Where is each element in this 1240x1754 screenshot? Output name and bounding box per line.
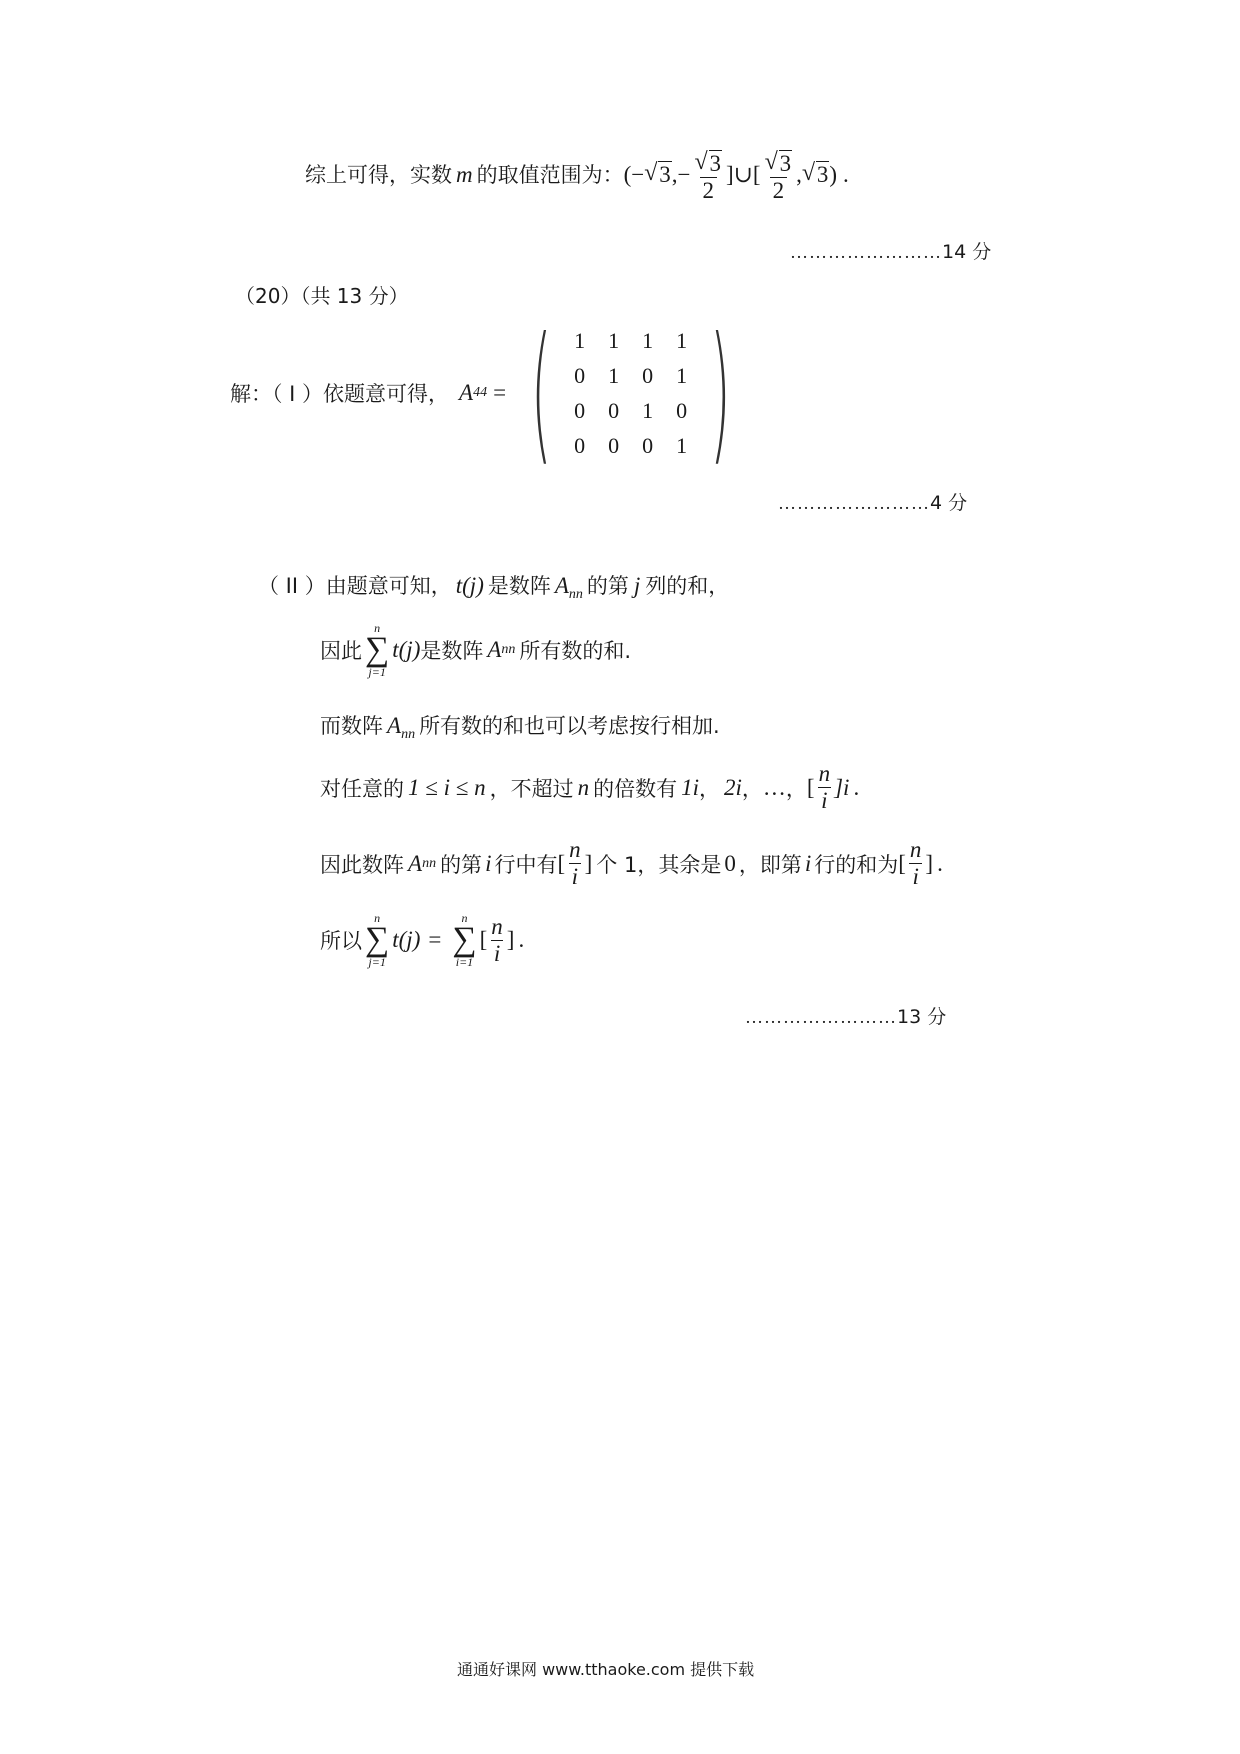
var-j: j — [633, 573, 641, 598]
text: 是数阵 — [487, 574, 551, 598]
points: 14 分 — [942, 241, 992, 263]
question-20-heading: （20）（共 13 分） — [235, 284, 409, 308]
sqrt-3: √ 3 — [644, 162, 672, 188]
math: ,− — [671, 162, 691, 188]
bracket: [ — [479, 927, 488, 953]
fraction-n-over-i: $\frac{n}{i}$ — [569, 837, 581, 890]
part-1-line — [230, 306, 749, 480]
bracket-close: ]i — [834, 774, 850, 800]
score-13 — [745, 1002, 946, 1029]
part-2-line-2 — [320, 622, 631, 678]
term-2i: 2i — [724, 774, 742, 800]
var-a: A — [487, 637, 502, 663]
text: 对任意的 — [320, 776, 404, 801]
score-14 — [790, 237, 991, 264]
points: 4 分 — [930, 492, 968, 514]
math: , — [796, 162, 802, 188]
text: 的第 — [440, 852, 483, 877]
math-open: (− — [623, 162, 645, 188]
matrix-name: A — [459, 380, 474, 405]
sum-j: n ∑ j=1 — [365, 621, 390, 680]
bracket-close: ] — [506, 927, 515, 953]
text: 因此数阵 — [320, 852, 404, 877]
math-close: ) — [829, 162, 838, 188]
text: 个 1，其余是 — [596, 852, 722, 877]
text: ，即第 — [738, 852, 802, 877]
text: 因此 — [320, 639, 362, 664]
sub-nn: nn — [422, 855, 437, 871]
sub-nn: nn — [401, 727, 416, 742]
text: 综上可得，实数 — [305, 163, 452, 188]
sum-i: n ∑ i=1 — [452, 911, 477, 970]
var-n: n — [577, 774, 590, 800]
left-paren-icon: ( — [531, 306, 552, 480]
math-union: ]∪[ — [726, 162, 761, 188]
text: 解：（ I ）依题意可得， — [230, 382, 450, 406]
sep: ， — [741, 776, 763, 801]
equals: = — [428, 927, 442, 953]
bracket: [ — [898, 850, 906, 876]
text: ，不超过 — [489, 776, 574, 801]
bracket-close: ] — [584, 850, 593, 876]
period: . — [937, 850, 943, 876]
dots: …………………… — [790, 242, 942, 262]
footer-text: 通通好课网 www.tthaoke.com 提供下载 — [457, 1660, 755, 1679]
var-a: A — [554, 573, 569, 598]
t-j: t(j) — [455, 573, 484, 598]
points: 13 分 — [897, 1006, 947, 1028]
t-j: t(j) — [392, 927, 421, 953]
text: 行的和为 — [814, 852, 899, 877]
equals: = — [493, 380, 507, 405]
dots: …………………… — [745, 1007, 897, 1027]
sep: ， — [785, 776, 807, 801]
var-i: i — [804, 850, 812, 876]
matrix-a44 — [512, 306, 749, 480]
score-4 — [778, 488, 967, 515]
text: （ II ）由题意可知， — [258, 574, 452, 598]
text: 是数阵 — [420, 639, 484, 664]
ellipsis: … — [762, 774, 786, 800]
text: 行中有 — [494, 852, 558, 877]
right-paren-icon: ) — [709, 306, 731, 480]
var-i: i — [485, 850, 492, 876]
period: . — [853, 774, 860, 800]
text: 所有数的和也可以考虑按行相加. — [419, 714, 720, 738]
bracket: [ — [557, 850, 566, 876]
text: 的第 — [586, 574, 629, 598]
bracket-close: ] — [925, 850, 934, 876]
fraction-sqrt3-over-2b: √ $\frac{3}{2}$ — [762, 152, 796, 203]
sep: ， — [699, 776, 721, 801]
condition: 1 ≤ i ≤ n — [408, 774, 486, 800]
matrix-sub: 44 — [473, 385, 488, 400]
fraction-n-over-i: $\frac{n}{i}$ — [491, 913, 503, 966]
range-conclusion-line — [305, 152, 849, 203]
sub-nn: nn — [501, 642, 516, 658]
text: 列的和， — [645, 574, 730, 598]
t-j: t(j) — [392, 637, 421, 663]
sqrt-3b: √ 3 — [802, 162, 830, 188]
var-m: m — [456, 162, 473, 188]
part-2-line-4 — [320, 762, 859, 813]
text: 的取值范围为： — [476, 163, 624, 188]
period: . — [518, 927, 525, 953]
text: 所以 — [320, 929, 362, 954]
period: . — [843, 162, 849, 188]
term-1i: 1i — [681, 774, 700, 800]
sum-j: n ∑ j=1 — [365, 911, 390, 970]
var-a: A — [408, 850, 423, 876]
text: 而数阵 — [320, 714, 383, 738]
part-2-line-5 — [320, 838, 943, 889]
fraction-sqrt3-over-2: √ $\frac{3}{2}$ — [692, 152, 726, 203]
matrix-table: 1 1 1 1 0 1 0 1 0 0 1 0 0 0 0 1 — [574, 327, 688, 458]
part-2-line-3 — [320, 710, 720, 743]
sub-nn: nn — [568, 587, 583, 602]
part-2-line-1 — [258, 570, 729, 603]
zero: 0 — [724, 850, 736, 876]
var-a: A — [387, 713, 402, 738]
part-2-line-6 — [320, 912, 524, 968]
text: 的倍数有 — [593, 776, 678, 801]
bracket: [ — [806, 774, 815, 800]
fraction-n-over-i-2: $\frac{n}{i}$ — [909, 837, 922, 890]
text: 所有数的和. — [519, 639, 632, 664]
fraction-n-over-i: $\frac{n}{i}$ — [818, 761, 831, 814]
dots: …………………… — [778, 493, 930, 513]
